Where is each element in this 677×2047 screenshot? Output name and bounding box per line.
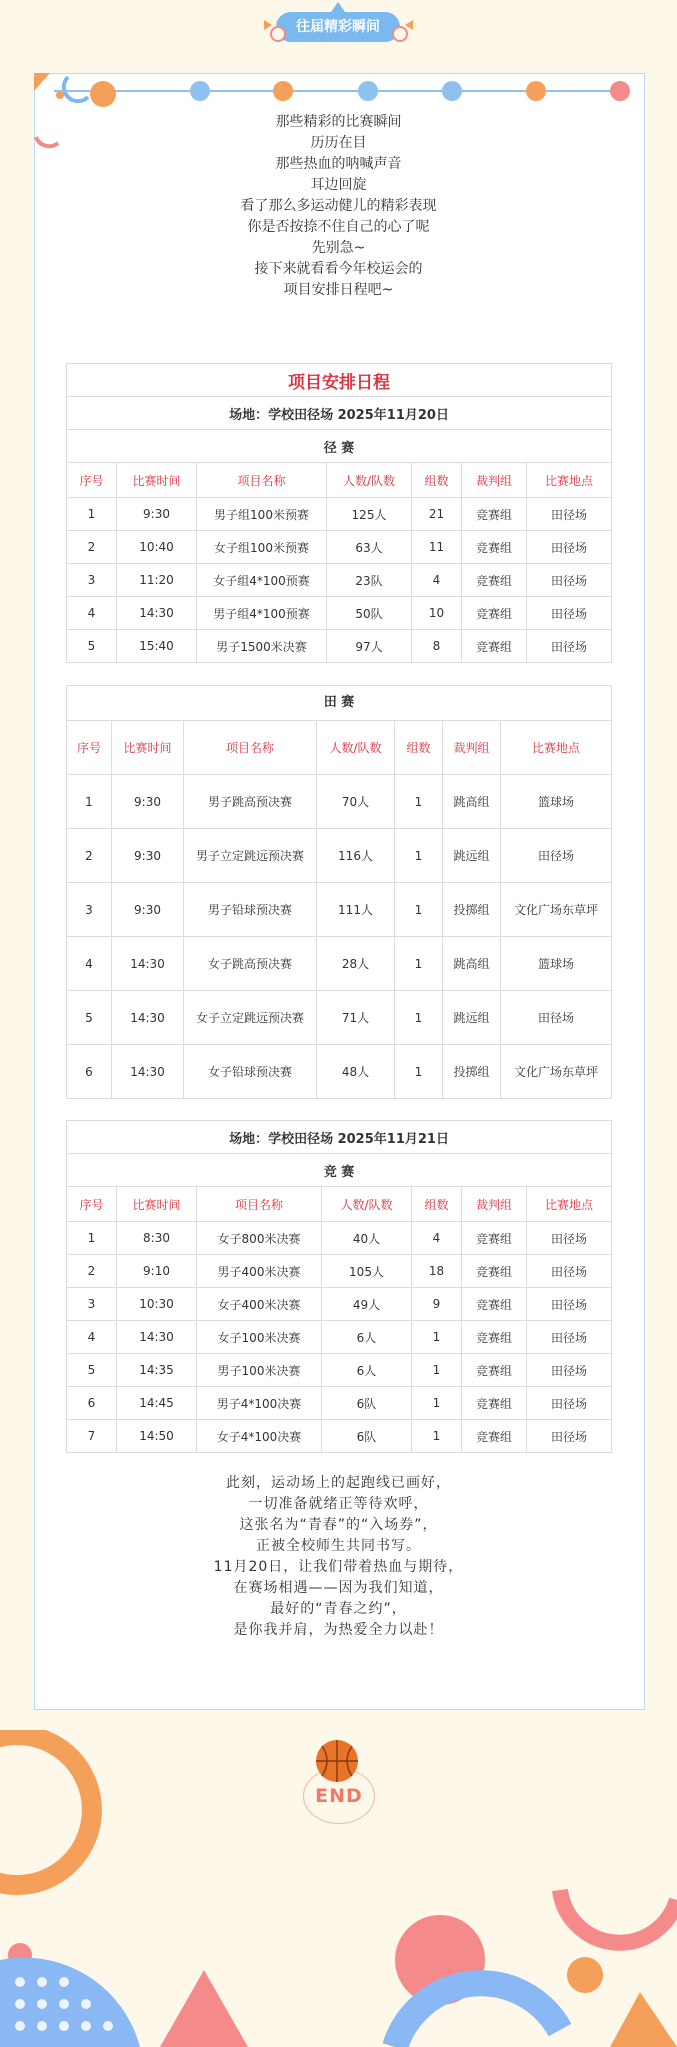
header-banner [0, 0, 677, 50]
table-cell: 14:50 [117, 1420, 197, 1453]
table-cell: 1 [412, 1420, 462, 1453]
banner-pointer [331, 2, 345, 12]
table-cell: 投掷组 [443, 883, 501, 937]
table-row [67, 1222, 612, 1255]
table-cell: 女子跳高预决赛 [184, 937, 317, 991]
table-cell: 竞赛组 [462, 498, 527, 531]
table-cell: 23队 [327, 564, 412, 597]
table-body [67, 775, 612, 1099]
column-header: 项目名称 [197, 1187, 322, 1222]
table-cell: 10 [412, 597, 462, 630]
column-header: 比赛地点 [527, 1187, 612, 1222]
table-cell: 竞赛组 [462, 1354, 527, 1387]
outro-line: 在赛场相遇——因为我们知道， [233, 1580, 444, 1596]
table-cell: 2 [67, 829, 112, 883]
table-cell: 田径场 [527, 597, 612, 630]
table-cell: 6 [67, 1045, 112, 1099]
table-row [67, 531, 612, 564]
banner-arrow-right [405, 20, 413, 30]
outro-line: 一切准备就绪正等待欢呼， [248, 1496, 429, 1512]
schedule-table-day2 [66, 1120, 612, 1453]
table-venue: 场地：学校田径场 2025年11月21日 [67, 1121, 612, 1154]
table-row [67, 1045, 612, 1099]
table-cell: 116人 [317, 829, 395, 883]
table-cell: 竞赛组 [462, 564, 527, 597]
table-cell: 女子4*100决赛 [197, 1420, 322, 1453]
table-cell: 9 [412, 1288, 462, 1321]
table-cell: 竞赛组 [462, 1321, 527, 1354]
column-header: 组数 [395, 721, 443, 775]
table-cell: 1 [412, 1321, 462, 1354]
column-header: 比赛地点 [527, 463, 612, 498]
table-cell: 女子100米决赛 [197, 1321, 322, 1354]
column-header: 人数/队数 [322, 1187, 412, 1222]
table-cell: 文化广场东草坪 [501, 1045, 612, 1099]
table-cell: 21 [412, 498, 462, 531]
table-cell: 4 [67, 1321, 117, 1354]
table-cell: 跳高组 [443, 937, 501, 991]
table-cell: 8:30 [117, 1222, 197, 1255]
column-header: 项目名称 [197, 463, 327, 498]
table-cell: 14:30 [112, 991, 184, 1045]
timeline-dot [273, 81, 293, 101]
table-cell: 女子组100米预赛 [197, 531, 327, 564]
table-cell: 田径场 [501, 829, 612, 883]
table-cell: 田径场 [527, 1321, 612, 1354]
table-cell: 男子铅球预决赛 [184, 883, 317, 937]
timeline-dot [90, 81, 116, 107]
table-row [67, 829, 612, 883]
table-cell: 跳远组 [443, 991, 501, 1045]
table-cell: 跳高组 [443, 775, 501, 829]
table-cell: 1 [395, 883, 443, 937]
table-row [67, 1387, 612, 1420]
table-cell: 125人 [327, 498, 412, 531]
table-cell: 14:30 [117, 1321, 197, 1354]
table-cell: 3 [67, 883, 112, 937]
table-cell: 14:45 [117, 1387, 197, 1420]
column-header: 裁判组 [462, 463, 527, 498]
table-cell: 田径场 [501, 991, 612, 1045]
table-cell: 7 [67, 1420, 117, 1453]
table-row [67, 630, 612, 663]
column-header: 比赛时间 [117, 1187, 197, 1222]
table-cell: 105人 [322, 1255, 412, 1288]
intro-line: 耳边回旋 [310, 177, 367, 193]
table-cell: 竞赛组 [462, 630, 527, 663]
table-cell: 2 [67, 1255, 117, 1288]
table-cell: 97人 [327, 630, 412, 663]
table-cell: 5 [67, 1354, 117, 1387]
table-cell: 2 [67, 531, 117, 564]
table-cell: 1 [395, 991, 443, 1045]
table-row [67, 937, 612, 991]
table-cell: 男子立定跳远预决赛 [184, 829, 317, 883]
table-row [67, 498, 612, 531]
header-title: 往届精彩瞬间 [276, 12, 400, 42]
intro-line: 历历在目 [310, 135, 367, 151]
table-cell: 15:40 [117, 630, 197, 663]
end-badge: END [303, 1768, 375, 1824]
table-venue: 场地：学校田径场 2025年11月20日 [67, 397, 612, 430]
table-cell: 跳远组 [443, 829, 501, 883]
table-cell: 11 [412, 531, 462, 564]
timeline-dot [442, 81, 462, 101]
column-header: 比赛时间 [117, 463, 197, 498]
table-cell: 1 [412, 1354, 462, 1387]
intro-line: 那些热血的呐喊声音 [275, 156, 402, 172]
table-cell: 28人 [317, 937, 395, 991]
table-cell: 63人 [327, 531, 412, 564]
table-cell: 田径场 [527, 1222, 612, 1255]
table-cell: 1 [395, 1045, 443, 1099]
table-cell: 9:30 [112, 775, 184, 829]
table-cell: 9:10 [117, 1255, 197, 1288]
column-header: 序号 [67, 463, 117, 498]
intro-line: 你是否按捺不住自己的心了呢 [247, 219, 430, 235]
table-row [67, 775, 612, 829]
outro-line: 正被全校师生共同书写。 [256, 1538, 421, 1554]
table-cell: 70人 [317, 775, 395, 829]
table-body [67, 1222, 612, 1453]
column-header: 裁判组 [462, 1187, 527, 1222]
column-header: 组数 [412, 463, 462, 498]
column-header: 组数 [412, 1187, 462, 1222]
table-cell: 田径场 [527, 1387, 612, 1420]
table-cell: 4 [412, 564, 462, 597]
table-cell: 49人 [322, 1288, 412, 1321]
table-cell: 8 [412, 630, 462, 663]
table-cell: 1 [412, 1387, 462, 1420]
table-cell: 111人 [317, 883, 395, 937]
table-row [67, 1354, 612, 1387]
table-cell: 女子立定跳远预决赛 [184, 991, 317, 1045]
table-row [67, 1288, 612, 1321]
table-cell: 篮球场 [501, 775, 612, 829]
table-cell: 6队 [322, 1420, 412, 1453]
table-section: 径 赛 [67, 430, 612, 463]
table-row [67, 1321, 612, 1354]
table-cell: 篮球场 [501, 937, 612, 991]
table-cell: 3 [67, 564, 117, 597]
table-cell: 田径场 [527, 1255, 612, 1288]
intro-text [0, 112, 677, 301]
table-cell: 田径场 [527, 1420, 612, 1453]
table-cell: 50队 [327, 597, 412, 630]
table-cell: 田径场 [527, 1354, 612, 1387]
outro-line: 是你我并肩，为热爱全力以赴！ [233, 1622, 444, 1638]
column-header: 比赛地点 [501, 721, 612, 775]
outro-line: 这张名为“青春”的“入场券”， [239, 1517, 438, 1533]
intro-line: 先别急~ [311, 240, 366, 256]
table-row [67, 883, 612, 937]
table-cell: 6 [67, 1387, 117, 1420]
table-cell: 4 [412, 1222, 462, 1255]
table-cell: 女子400米决赛 [197, 1288, 322, 1321]
timeline-dot [526, 81, 546, 101]
table-cell: 男子4*100决赛 [197, 1387, 322, 1420]
table-cell: 1 [395, 937, 443, 991]
table-row [67, 564, 612, 597]
column-header: 人数/队数 [317, 721, 395, 775]
column-header: 比赛时间 [112, 721, 184, 775]
table-cell: 9:30 [112, 829, 184, 883]
table-row [67, 991, 612, 1045]
intro-line: 接下来就看看今年校运会的 [254, 261, 423, 277]
column-header: 裁判组 [443, 721, 501, 775]
column-header: 序号 [67, 721, 112, 775]
table-body [67, 498, 612, 663]
table-cell: 竞赛组 [462, 1420, 527, 1453]
outro-line: 11月20日，让我们带着热血与期待， [213, 1559, 464, 1575]
table-cell: 田径场 [527, 531, 612, 564]
table-cell: 14:35 [117, 1354, 197, 1387]
table-cell: 5 [67, 991, 112, 1045]
banner-ring-left [270, 26, 286, 42]
intro-line: 项目安排日程吧~ [283, 282, 394, 298]
table-cell: 40人 [322, 1222, 412, 1255]
table-cell: 10:40 [117, 531, 197, 564]
table-cell: 1 [67, 498, 117, 531]
schedule-table-field [66, 685, 612, 1099]
column-header: 项目名称 [184, 721, 317, 775]
outro-line: 此刻，运动场上的起跑线已画好， [226, 1475, 451, 1491]
table-cell: 18 [412, 1255, 462, 1288]
table-cell: 竞赛组 [462, 1387, 527, 1420]
intro-line: 那些精彩的比赛瞬间 [275, 114, 402, 130]
table-cell: 9:30 [117, 498, 197, 531]
table-cell: 4 [67, 937, 112, 991]
bottom-decoration [0, 1730, 677, 2047]
table-header-row [67, 721, 612, 775]
table-title: 项目安排日程 [67, 364, 612, 397]
table-cell: 6队 [322, 1387, 412, 1420]
table-cell: 男子跳高预决赛 [184, 775, 317, 829]
table-section: 田 赛 [67, 686, 612, 721]
timeline-dot [610, 81, 630, 101]
table-cell: 田径场 [527, 1288, 612, 1321]
column-header: 序号 [67, 1187, 117, 1222]
table-row [67, 597, 612, 630]
table-cell: 男子100米决赛 [197, 1354, 322, 1387]
table-section: 竞 赛 [67, 1154, 612, 1187]
table-cell: 11:20 [117, 564, 197, 597]
table-cell: 男子组4*100预赛 [197, 597, 327, 630]
table-cell: 投掷组 [443, 1045, 501, 1099]
table-row [67, 1255, 612, 1288]
table-cell: 6人 [322, 1321, 412, 1354]
table-cell: 14:30 [117, 597, 197, 630]
table-cell: 14:30 [112, 1045, 184, 1099]
table-cell: 竞赛组 [462, 1288, 527, 1321]
table-cell: 男子400米决赛 [197, 1255, 322, 1288]
table-cell: 男子1500米决赛 [197, 630, 327, 663]
schedule-table-track [66, 363, 612, 663]
outro-text [0, 1473, 677, 1641]
banner-arrow-left [264, 20, 272, 30]
timeline-dot [358, 81, 378, 101]
table-cell: 9:30 [112, 883, 184, 937]
table-cell: 4 [67, 597, 117, 630]
outro-line: 最好的“青春之约”， [270, 1601, 407, 1617]
table-cell: 男子组100米预赛 [197, 498, 327, 531]
table-cell: 6人 [322, 1354, 412, 1387]
intro-line: 看了那么多运动健儿的精彩表现 [240, 198, 437, 214]
table-cell: 竞赛组 [462, 531, 527, 564]
table-cell: 田径场 [527, 564, 612, 597]
table-cell: 3 [67, 1288, 117, 1321]
table-cell: 女子铅球预决赛 [184, 1045, 317, 1099]
table-cell: 竞赛组 [462, 597, 527, 630]
table-cell: 71人 [317, 991, 395, 1045]
table-cell: 女子800米决赛 [197, 1222, 322, 1255]
table-cell: 5 [67, 630, 117, 663]
table-row [67, 1420, 612, 1453]
table-cell: 14:30 [112, 937, 184, 991]
table-cell: 1 [395, 829, 443, 883]
table-cell: 1 [67, 1222, 117, 1255]
table-header-row [67, 463, 612, 498]
table-cell: 文化广场东草坪 [501, 883, 612, 937]
table-cell: 48人 [317, 1045, 395, 1099]
table-cell: 竞赛组 [462, 1222, 527, 1255]
timeline-dot [190, 81, 210, 101]
table-cell: 女子组4*100预赛 [197, 564, 327, 597]
table-cell: 10:30 [117, 1288, 197, 1321]
column-header: 人数/队数 [327, 463, 412, 498]
table-cell: 田径场 [527, 630, 612, 663]
table-cell: 田径场 [527, 498, 612, 531]
table-header-row [67, 1187, 612, 1222]
table-cell: 1 [67, 775, 112, 829]
table-cell: 1 [395, 775, 443, 829]
table-cell: 竞赛组 [462, 1255, 527, 1288]
